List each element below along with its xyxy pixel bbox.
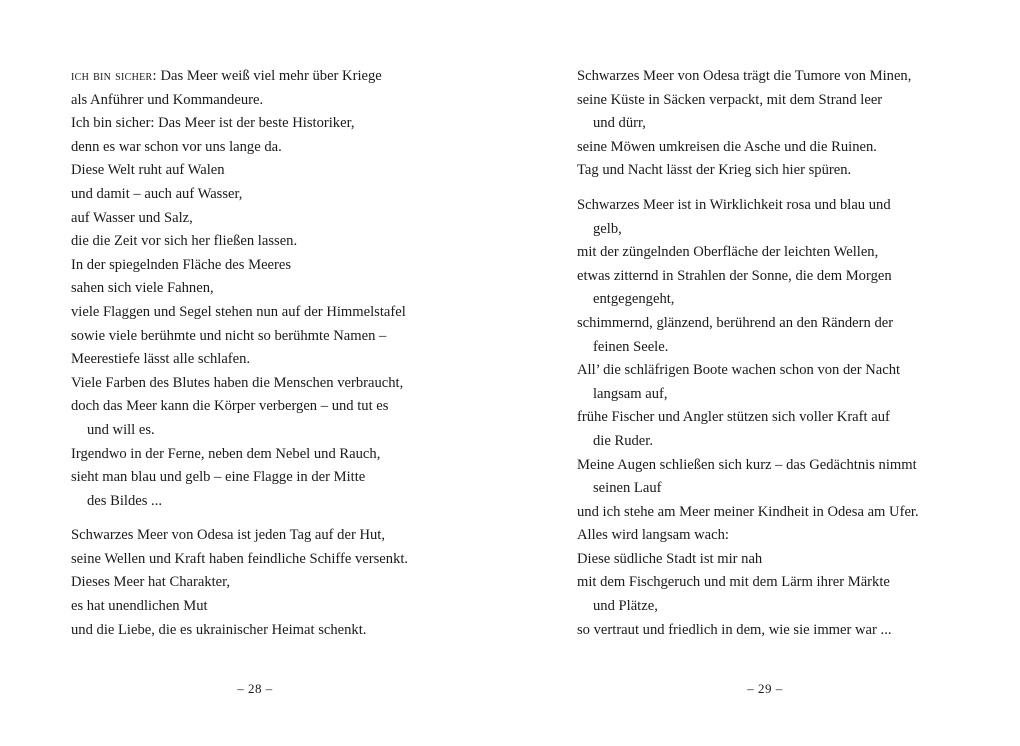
poem-line	[71, 443, 501, 467]
poem-line-text: Schwarzes Meer ist in Wirklichkeit rosa und blau und	[577, 196, 891, 213]
poem-line-text: mit der züngelnden Oberfläche der leichten Wellen,	[577, 244, 879, 261]
poem-line-text: viele Flaggen und Segel stehen nun auf der Himmelstafel	[71, 303, 406, 320]
poem-line	[577, 265, 1017, 289]
poem-line-text: Tag und Nacht lässt der Krieg sich hier spüren.	[577, 162, 852, 179]
poem-line	[71, 548, 501, 572]
poem-line-text: und dürr,	[593, 115, 646, 132]
poem-line	[71, 254, 501, 278]
poem-line-text: auf Wasser und Salz,	[71, 209, 193, 226]
poem-line-text: schimmernd, glänzend, berührend an den Rändern der	[577, 314, 894, 331]
stanza	[71, 65, 501, 513]
stanza	[577, 194, 1017, 642]
poem-line	[577, 359, 1017, 383]
opening-smallcaps: ich bin sicher:	[71, 68, 157, 84]
poem-line	[71, 207, 501, 231]
poem-line	[577, 501, 1017, 525]
stanza	[577, 65, 1017, 183]
poem-line-text: mit dem Fischgeruch und mit dem Lärm ihrer Märkte	[577, 574, 890, 591]
poem-line	[71, 619, 501, 643]
poem-line	[577, 89, 1017, 113]
poem-line	[71, 277, 501, 301]
poem-line	[71, 524, 501, 548]
poem-line-text: und die Liebe, die es ukrainischer Heimat schenkt.	[71, 621, 367, 638]
poem-line	[71, 159, 501, 183]
poem-line-text: frühe Fischer und Angler stützen sich voller Kraft auf	[577, 409, 890, 426]
poem-line-text: langsam auf,	[593, 385, 668, 402]
stanza	[71, 524, 501, 642]
poem-line-text: des Bildes ...	[87, 492, 162, 509]
poem-line-text: In der spiegelnden Fläche des Meeres	[71, 256, 292, 273]
poem-line	[577, 312, 1017, 336]
poem-line-text: doch das Meer kann die Körper verbergen – und tut es	[71, 398, 389, 415]
page-number-left: – 28 –	[237, 681, 273, 696]
poem-line-text: sieht man blau und gelb – eine Flagge in der Mitte	[71, 469, 366, 486]
poem-line-continuation	[577, 112, 1017, 136]
poem-line-continuation	[577, 288, 1017, 312]
poem-line	[71, 571, 501, 595]
poem-line-text: als Anführer und Kommandeure.	[71, 91, 264, 108]
poem-line-text: Alles wird langsam wach:	[577, 527, 729, 544]
poem-line-text: die Ruder.	[593, 432, 653, 449]
poem-line-text: Meine Augen schließen sich kurz – das Gedächtnis nimmt	[577, 456, 917, 473]
poem-line-text: Diese Welt ruht auf Walen	[71, 162, 225, 179]
poem-line	[577, 454, 1017, 478]
poem-line	[71, 230, 501, 254]
poem-text-left	[71, 65, 501, 642]
poem-line-text: und Plätze,	[593, 598, 658, 615]
poem-line	[577, 548, 1017, 572]
poem-line-text: feinen Seele.	[593, 338, 669, 355]
poem-line-continuation	[71, 490, 501, 514]
poem-line	[577, 571, 1017, 595]
poem-line-continuation	[577, 218, 1017, 242]
poem-line-text: und damit – auch auf Wasser,	[71, 185, 243, 202]
poem-line-text: Dieses Meer hat Charakter,	[71, 574, 231, 591]
poem-line	[71, 112, 501, 136]
poem-line-text: es hat unendlichen Mut	[71, 598, 208, 615]
poem-line	[71, 372, 501, 396]
poem-line-text: Das Meer weiß viel mehr über Kriege	[156, 68, 382, 84]
poem-line	[71, 348, 501, 372]
poem-line	[71, 89, 501, 113]
poem-line	[71, 183, 501, 207]
poem-line	[577, 619, 1017, 643]
poem-line	[577, 524, 1017, 548]
poem-line-text: denn es war schon vor uns lange da.	[71, 138, 282, 155]
poem-line-text: Irgendwo in der Ferne, neben dem Nebel und Rauch,	[71, 445, 381, 462]
poem-line-text: etwas zitternd in Strahlen der Sonne, die dem Morgen	[577, 267, 892, 284]
poem-line	[577, 406, 1017, 430]
poem-line	[71, 136, 501, 160]
poem-line-text: Meerestiefe lässt alle schlafen.	[71, 351, 251, 368]
poem-line	[71, 65, 501, 89]
poem-line-text: seinen Lauf	[593, 480, 662, 497]
poem-line	[577, 159, 1017, 183]
poem-line-text: und ich stehe am Meer meiner Kindheit in Odesa am Ufer.	[577, 503, 919, 520]
poem-line	[71, 325, 501, 349]
poem-line-text: gelb,	[593, 220, 622, 237]
poem-line-text: Schwarzes Meer von Odesa ist jeden Tag auf der Hut,	[71, 527, 385, 544]
poem-line	[577, 65, 1017, 89]
poem-line-continuation	[577, 430, 1017, 454]
poem-line-text: Diese südliche Stadt ist mir nah	[577, 550, 763, 567]
poem-line	[71, 595, 501, 619]
poem-line-continuation	[577, 595, 1017, 619]
poem-line-text: so vertraut und friedlich in dem, wie sie immer war ...	[577, 621, 892, 638]
poem-line	[71, 395, 501, 419]
page-number-right: – 29 –	[747, 681, 783, 696]
poem-line-text: und will es.	[87, 421, 155, 438]
poem-line-text: Viele Farben des Blutes haben die Menschen verbraucht,	[71, 374, 404, 391]
poem-line-text: seine Möwen umkreisen die Asche und die Ruinen.	[577, 138, 877, 155]
poem-line-continuation	[71, 419, 501, 443]
poem-line-continuation	[577, 336, 1017, 360]
poem-line-continuation	[577, 477, 1017, 501]
poem-text-right	[577, 65, 1017, 642]
poem-line-continuation	[577, 383, 1017, 407]
right-page	[510, 0, 1020, 746]
poem-line	[577, 136, 1017, 160]
poem-line-text: seine Wellen und Kraft haben feindliche Schiffe versenkt.	[71, 550, 409, 567]
poem-line-text: seine Küste in Säcken verpackt, mit dem Strand leer	[577, 91, 883, 108]
poem-line-text: All’ die schläfrigen Boote wachen schon von der Nacht	[577, 362, 901, 379]
poem-line	[71, 466, 501, 490]
poem-line	[71, 301, 501, 325]
poem-line	[577, 241, 1017, 265]
poem-line-text: entgegengeht,	[593, 291, 675, 308]
poem-line	[577, 194, 1017, 218]
poem-line-text: Schwarzes Meer von Odesa trägt die Tumore von Minen,	[577, 68, 912, 84]
poem-line-text: die die Zeit vor sich her fließen lassen.	[71, 233, 298, 250]
poem-line-text: Ich bin sicher: Das Meer ist der beste Historiker,	[71, 115, 355, 132]
poem-line-text: sahen sich viele Fahnen,	[71, 280, 214, 297]
poem-line-text: sowie viele berühmte und nicht so berühmte Namen –	[71, 327, 387, 344]
